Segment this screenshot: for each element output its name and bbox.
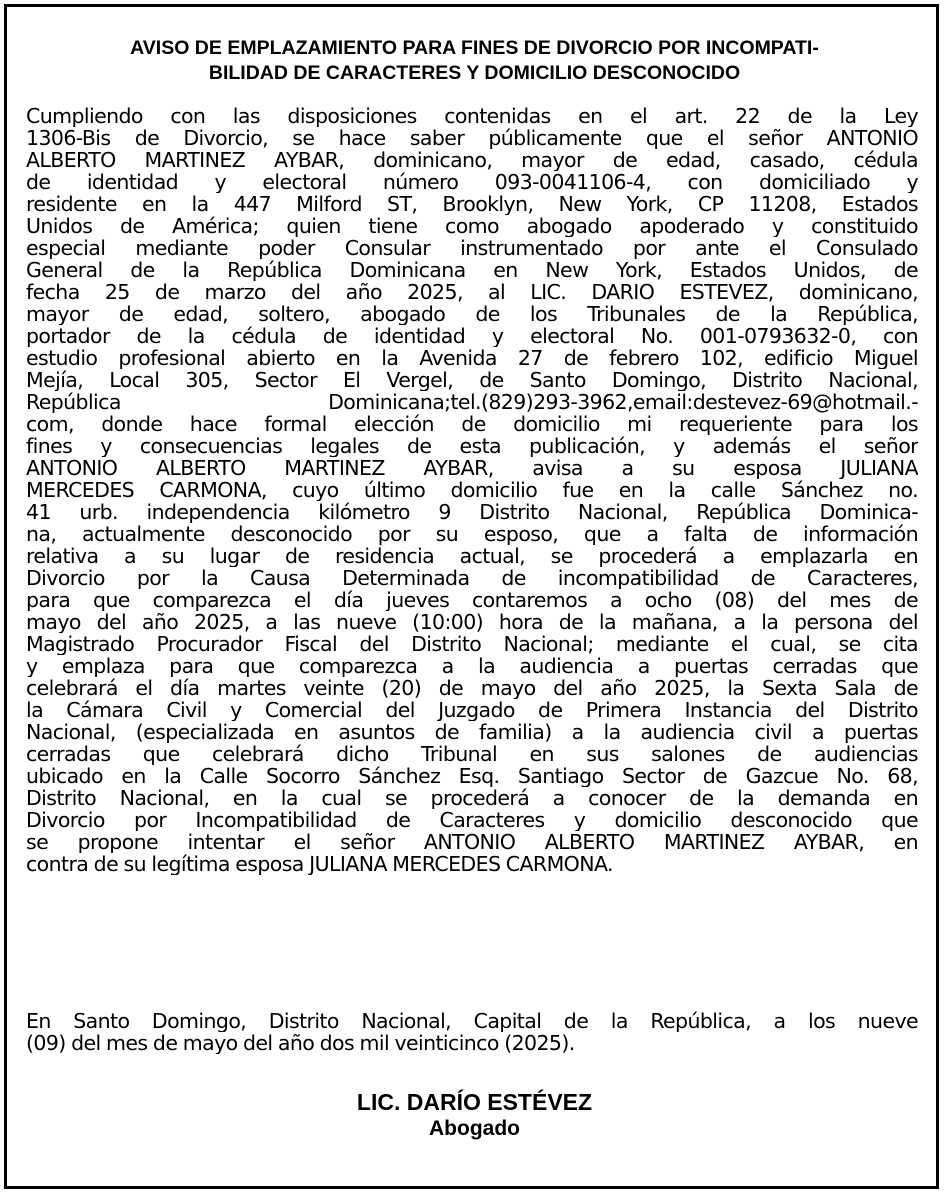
text-line: ubicado en la Calle Socorro Sánchez Esq. Santiago Sector de Gazcue No. 68, <box>26 765 918 787</box>
notice-title <box>22 36 927 86</box>
text-line: residente en la 447 Milford ST, Brooklyn, New York, CP 11208, Estados <box>26 193 918 215</box>
text-line: General de la República Dominicana en New York, Estados Unidos, de <box>26 259 918 281</box>
text-line: se propone intentar el señor ANTONIO ALBERTO MARTINEZ AYBAR, en <box>26 831 918 853</box>
text-line: cerradas que celebrará dicho Tribunal en sus salones de audiencias <box>26 743 918 765</box>
text-line: República Dominicana;tel.(829)293-3962,email:destevez-69@hotmail.- <box>26 391 918 413</box>
text-line: y emplaza para que comparezca a la audiencia a puertas cerradas que <box>26 655 918 677</box>
title-line: AVISO DE EMPLAZAMIENTO PARA FINES DE DIVORCIO POR INCOMPATI- <box>130 37 819 59</box>
text-line: Distrito Nacional, en la cual se procederá a conocer de la demanda en <box>26 787 918 809</box>
text-line: Unidos de América; quien tiene como abogado apoderado y constituido <box>26 215 918 237</box>
text-line: Nacional, (especializada en asuntos de familia) a la audiencia civil a puertas <box>26 721 918 743</box>
text-line: fecha 25 de marzo del año 2025, al LIC. DARIO ESTEVEZ, dominicano, <box>26 281 918 303</box>
text-line: mayor de edad, soltero, abogado de los Tribunales de la República, <box>26 303 918 325</box>
text-line: celebrará el día martes veinte (20) de mayo del año 2025, la Sexta Sala de <box>26 677 918 699</box>
signature-role: Abogado <box>429 1117 520 1140</box>
text-line: (09) del mes de mayo del año dos mil veinticinco (2025). <box>26 1032 575 1054</box>
text-line: Mejía, Local 305, Sector El Vergel, de Santo Domingo, Distrito Nacional, <box>26 369 918 391</box>
text-line: Magistrado Procurador Fiscal del Distrito Nacional; mediante el cual, se cita <box>26 633 918 655</box>
text-line: Cumpliendo con las disposiciones contenidas en el art. 22 de la Ley <box>26 105 918 127</box>
text-line: En Santo Domingo, Distrito Nacional, Capital de la República, a los nueve <box>26 1010 918 1032</box>
text-line: fines y consecuencias legales de esta publicación, y además el señor <box>26 435 918 457</box>
text-line: la Cámara Civil y Comercial del Juzgado de Primera Instancia del Distrito <box>26 699 918 721</box>
text-line: relativa a su lugar de residencia actual, se procederá a emplazarla en <box>26 545 918 567</box>
text-line: especial mediante poder Consular instrumentado por ante el Consulado <box>26 237 918 259</box>
text-line: portador de la cédula de identidad y electoral No. 001-0793632-0, con <box>26 325 918 347</box>
notice-body <box>26 105 918 875</box>
text-line: na, actualmente desconocido por su esposo, que a falta de información <box>26 523 918 545</box>
text-line: MERCEDES CARMONA, cuyo último domicilio fue en la calle Sánchez no. <box>26 479 918 501</box>
text-line: Divorcio por la Causa Determinada de incompatibilidad de Caracteres, <box>26 567 918 589</box>
text-line: ANTONIO ALBERTO MARTINEZ AYBAR, avisa a su esposa JULIANA <box>26 457 918 479</box>
text-line: mayo del año 2025, a las nueve (10:00) hora de la mañana, a la persona del <box>26 611 918 633</box>
signature-name: LIC. DARÍO ESTÉVEZ <box>356 1089 593 1115</box>
title-line: BILIDAD DE CARACTERES Y DOMICILIO DESCONOCIDO <box>208 62 741 84</box>
text-line: ALBERTO MARTINEZ AYBAR, dominicano, mayor de edad, casado, cédula <box>26 149 918 171</box>
text-line: para que comparezca el día jueves contaremos a ocho (08) del mes de <box>26 589 918 611</box>
text-line: 1306-Bis de Divorcio, se hace saber públicamente que el señor ANTONIO <box>26 127 918 149</box>
text-line: 41 urb. independencia kilómetro 9 Distrito Nacional, República Dominica- <box>26 501 918 523</box>
notice-closing <box>26 1010 918 1054</box>
text-line: de identidad y electoral número 093-0041106-4, con domiciliado y <box>26 171 918 193</box>
text-line: contra de su legítima esposa JULIANA MERCEDES CARMONA. <box>26 853 613 875</box>
text-line: com, donde hace formal elección de domicilio mi requeriente para los <box>26 413 918 435</box>
text-line: Divorcio por Incompatibilidad de Caracteres y domicilio desconocido que <box>26 809 918 831</box>
text-line: estudio profesional abierto en la Avenida 27 de febrero 102, edificio Miguel <box>26 347 918 369</box>
signature-block <box>22 1088 927 1142</box>
